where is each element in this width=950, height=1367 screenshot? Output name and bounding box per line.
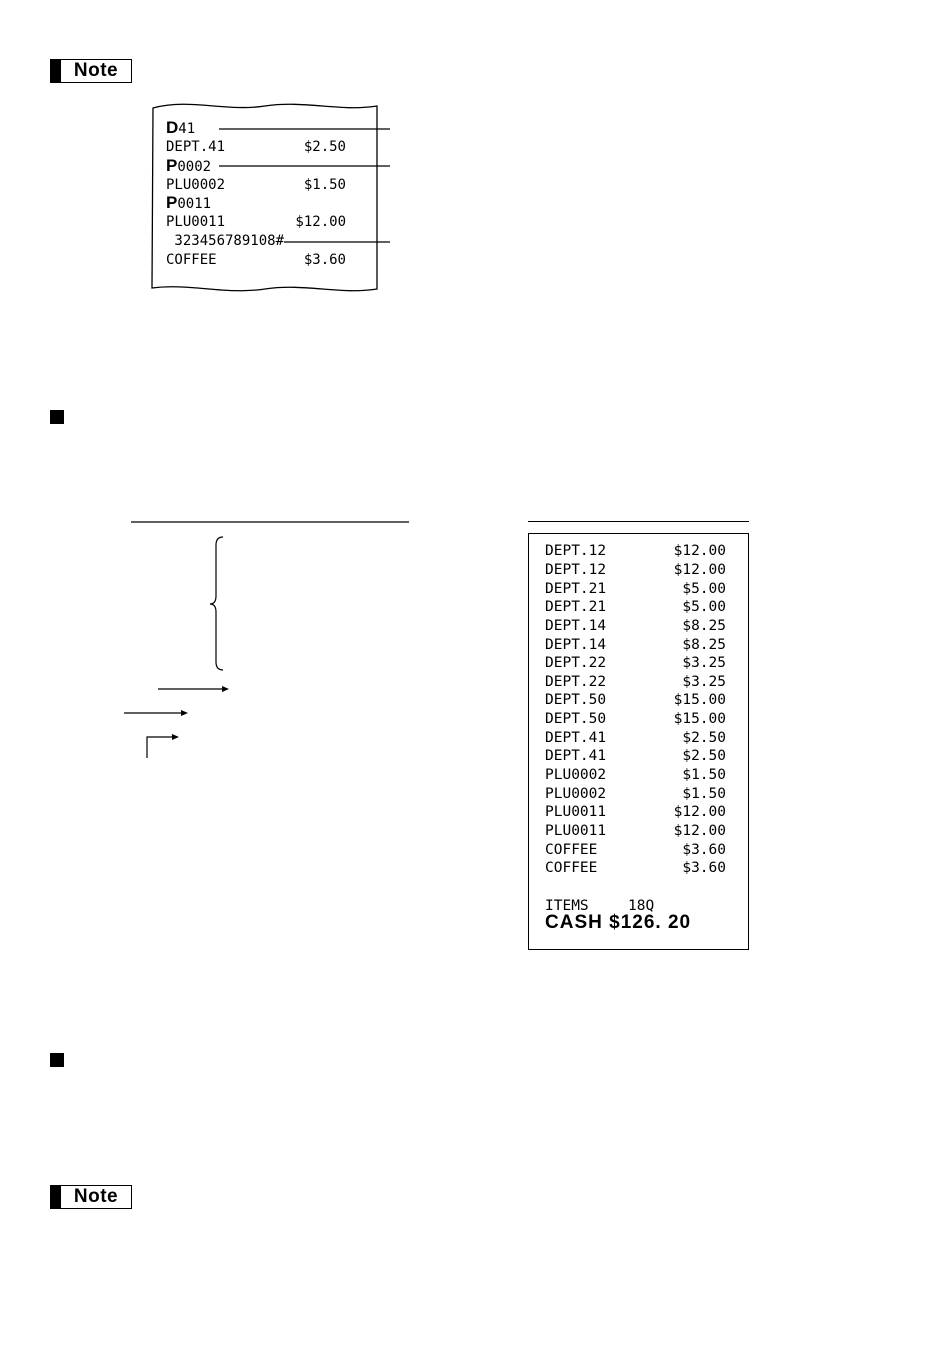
receipt-item-name: PLU0002 <box>545 786 607 802</box>
cash-amount: $126. 20 <box>609 912 692 933</box>
receipt-item-name: PLU0002 <box>545 767 607 783</box>
items-count: 18Q <box>628 898 655 914</box>
receipt-line: D41 <box>166 118 196 137</box>
receipt-item-name: DEPT.50 <box>545 711 607 727</box>
receipt-item-name: DEPT.21 <box>545 581 607 597</box>
receipt-line: PLU0011 <box>166 214 226 230</box>
receipt-line: DEPT.41 <box>166 139 226 155</box>
receipt-item-amount: $15.00 <box>673 692 726 708</box>
receipt-item-name: DEPT.41 <box>545 748 607 764</box>
receipt-item-name: DEPT.41 <box>545 730 607 746</box>
receipt-line: 323456789108# <box>166 233 285 249</box>
cash-total <box>545 912 691 934</box>
receipt-item-amount: $12.00 <box>673 543 726 559</box>
receipt-line: P0011 <box>166 193 212 212</box>
receipt-item-amount: $1.50 <box>682 767 726 783</box>
receipt-amount: $3.60 <box>303 252 346 268</box>
receipt-item-name: DEPT.14 <box>545 637 607 653</box>
receipt-item-name: DEPT.12 <box>545 543 607 559</box>
note-label: Note <box>73 60 119 81</box>
receipt-item-name: COFFEE <box>545 860 598 876</box>
note-badge-bar <box>51 1186 61 1208</box>
key-sequence-diagram <box>0 500 480 780</box>
receipt-item-amount: $3.25 <box>682 655 726 671</box>
arrow-3 <box>147 737 172 758</box>
note-label: Note <box>73 1186 119 1207</box>
receipt-item-amount: $2.50 <box>682 748 726 764</box>
receipt-item-amount: $12.00 <box>673 804 726 820</box>
receipt-item-amount: $3.25 <box>682 674 726 690</box>
receipt-item-name: DEPT.14 <box>545 618 607 634</box>
receipt-item-amount: $3.60 <box>682 842 726 858</box>
receipt-header-rule <box>528 521 749 522</box>
receipt-item-amount: $2.50 <box>682 730 726 746</box>
receipt-item-amount: $5.00 <box>682 599 726 615</box>
receipt-item-name: DEPT.50 <box>545 692 607 708</box>
receipt-line: PLU0002 <box>166 177 226 193</box>
receipt-item-name: PLU0011 <box>545 823 607 839</box>
receipt-item-name: DEPT.22 <box>545 674 607 690</box>
receipt-item-amount: $8.25 <box>682 637 726 653</box>
note-badge-bottom <box>50 1185 132 1209</box>
receipt-line: P0002 <box>166 156 212 175</box>
receipt-item-amount: $5.00 <box>682 581 726 597</box>
receipt-item-name: DEPT.12 <box>545 562 607 578</box>
receipt-item-amount: $1.50 <box>682 786 726 802</box>
brace-icon <box>210 537 223 670</box>
receipt-amount: $12.00 <box>295 214 346 230</box>
receipt-item-name: DEPT.22 <box>545 655 607 671</box>
items-label: ITEMS <box>545 898 589 914</box>
cash-label: CASH <box>545 912 603 933</box>
section-bullet <box>50 410 64 424</box>
section-bullet <box>50 1053 64 1067</box>
receipt-item-amount: $12.00 <box>673 562 726 578</box>
receipt-item-name: DEPT.21 <box>545 599 607 615</box>
receipt-item-amount: $8.25 <box>682 618 726 634</box>
receipt-item-name: PLU0011 <box>545 804 607 820</box>
receipt-item-name: COFFEE <box>545 842 598 858</box>
receipt-item-amount: $12.00 <box>673 823 726 839</box>
receipt-amount: $1.50 <box>303 177 346 193</box>
receipt-item-amount: $3.60 <box>682 860 726 876</box>
receipt-item-amount: $15.00 <box>673 711 726 727</box>
receipt-line: COFFEE <box>166 252 217 268</box>
receipt-example-paper <box>0 0 950 320</box>
receipt-amount: $2.50 <box>303 139 346 155</box>
